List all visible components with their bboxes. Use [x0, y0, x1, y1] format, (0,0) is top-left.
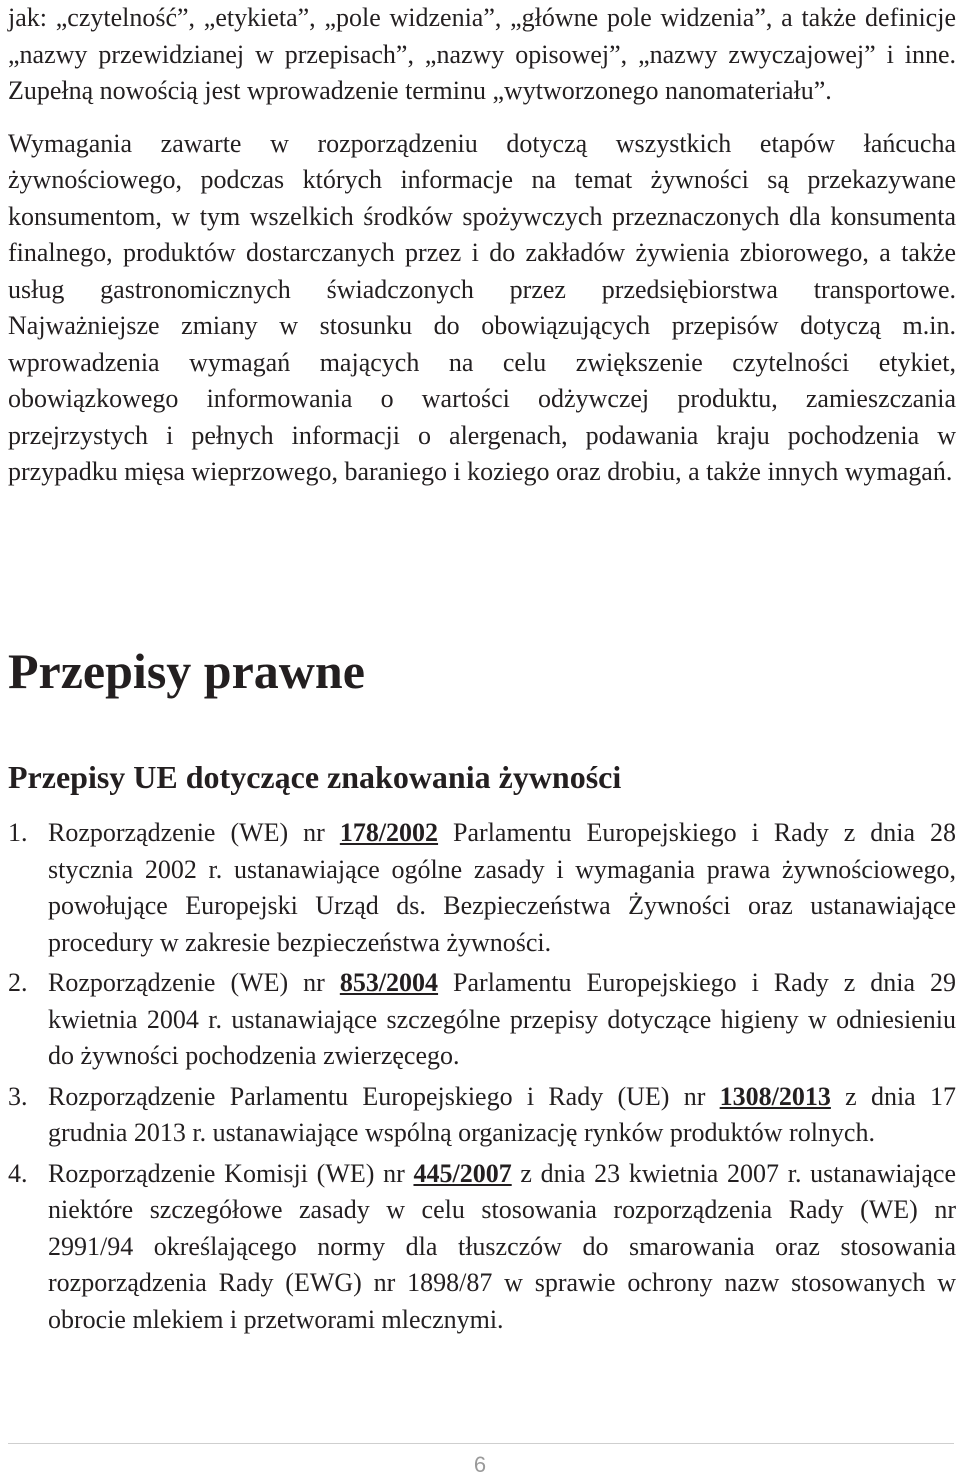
regulation-number: 4. — [8, 1158, 28, 1188]
regulation-text-after: z dnia 17 grudnia 2013 r. ustanawiające wspólną organizację rynków produktów rolnych. — [48, 1081, 956, 1147]
regulations-list — [8, 815, 956, 1342]
regulation-text-before: Rozporządzenie (WE) nr — [48, 968, 340, 997]
regulation-item — [8, 815, 956, 961]
regulation-link[interactable]: 178/2002 — [339, 818, 439, 847]
page-number: 6 — [473, 1452, 487, 1477]
regulation-number: 3. — [8, 1081, 28, 1111]
regulation-link[interactable]: 445/2007 — [413, 1158, 512, 1188]
regulation-text-after: z dnia 23 kwietnia 2007 r. ustanawiające niektóre szczegółowe zasady w celu stosowania rozporządzenia Rady (WE) nr 2991/94 określającego normy dla tłuszczów do smarowania oraz stosowania rozporządzenia Rady (EWG) nr 1898/87 w sprawie ochrony nazw stosowanych w obrocie mlekiem i przetworami mlecznymi. — [48, 1158, 956, 1334]
regulation-text-after: Parlamentu Europejskiego i Rady z dnia 28 stycznia 2002 r. ustanawiające ogólne zasady i wymagania prawa żywnościowego, powołujące Europejski Urząd ds. Bezpieczeństwa Żywności oraz ustanawiające procedury w zakresie bezpieczeństwa żywności. — [48, 818, 956, 957]
subsection-title: Przepisy UE dotyczące znakowania żywności — [8, 759, 622, 795]
regulation-item — [8, 965, 956, 1075]
requirements-paragraph: Wymagania zawarte w rozporządzeniu dotyczą wszystkich etapów łańcucha żywnościowego, podczas których informacje na temat żywności są przekazywane konsumentom, w tym wszelkich środków spożywczych przeznaczonych dla konsumenta finalnego, produktów dostarczanych przez i do zakładów żywienia zbiorowego, a także usług gastronomicznych świadczonych przez przedsiębiorstwa transportowe. Najważniejsze zmiany w stosunku do obowiązujących przepisów dotyczą m.in. wprowadzenia wymagań mających na celu zwiększenie czytelności etykiet, obowiązkowego informowania o wartości odżywczej produktu, zamieszczania przejrzystych i pełnych informacji o alergenach, podawania kraju pochodzenia w przypadku mięsa wieprzowego, baraniego i koziego oraz drobiu, a także innych wymagań. — [8, 128, 956, 486]
regulation-link[interactable]: 853/2004 — [339, 968, 439, 997]
regulation-number: 2. — [8, 968, 28, 997]
regulation-text-before: Rozporządzenie Parlamentu Europejskiego i Rady (UE) nr — [48, 1081, 720, 1111]
regulation-text-before: Rozporządzenie Komisji (WE) nr — [48, 1158, 414, 1188]
document-page — [8, 0, 956, 1334]
regulation-text-before: Rozporządzenie (WE) nr — [48, 818, 340, 847]
regulation-item — [8, 1079, 956, 1152]
regulation-text-after: Parlamentu Europejskiego i Rady z dnia 29 kwietnia 2004 r. ustanawiające szczególne przepisy dotyczące higieny w odniesieniu do żywności pochodzenia zwierzęcego. — [48, 968, 956, 1070]
footer-divider — [8, 1443, 954, 1444]
regulation-number: 1. — [8, 818, 28, 847]
section-title: Przepisy prawne — [8, 643, 365, 699]
regulation-item — [8, 1156, 956, 1339]
intro-paragraph: jak: „czytelność”, „etykieta”, „pole widzenia”, „główne pole widzenia”, a także definicje „nazwy przewidzianej w przepisach”, „nazwy opisowej”, „nazwy zwyczajowej” i inne. Zupełną nowością jest wprowadzenie terminu „wytworzonego nanomateriału”. — [8, 3, 956, 105]
regulation-link[interactable]: 1308/2013 — [719, 1081, 831, 1111]
